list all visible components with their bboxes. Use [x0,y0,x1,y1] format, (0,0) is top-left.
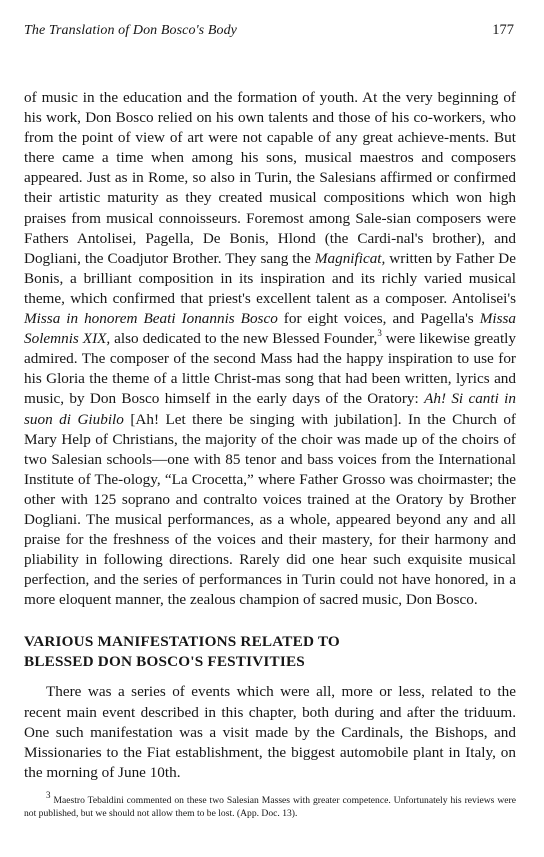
section-heading-line-1: VARIOUS MANIFESTATIONS RELATED TO [24,633,340,651]
footnote-text: Maestro Tebaldini commented on these two Salesian Masses with greater competence. Unfortunately his reviews were not published, but we should not allow them to be lost. (App. Doc. 13). [24,794,516,819]
section-heading [24,632,516,672]
title-missa-solemnis: Missa Solemnis XIX, [24,310,516,348]
body-text [24,88,516,783]
footnote-reference[interactable]: 3 [377,328,382,339]
title-missa-antolisei: Missa in honorem Beati Ionannis Bosco [24,310,278,328]
running-head [24,22,516,52]
book-page [24,22,516,820]
paragraph-text: also dedicated to the new Blessed Founder, [110,330,378,348]
paragraph-manifestations: There was a series of events which were all, more or less, related to the recent main event described in this chapter, both during and after the triduum. One such manifestation was a visit made by the Cardinals, the Bishops, and Missionaries to the Fiat establishment, the biggest automobile plant in Italy, on the morning of June 10th. [24,683,516,781]
paragraph-text: were likewise greatly admired. The composer of the second Mass had the happy inspiration to use for his Gloria the theme of a little Christ-mas song that had been written, lyrics and music, by Don Bosco himself in the early days of the Oratory: [24,330,516,408]
paragraph-music [24,88,516,610]
title-song: Ah! Si canti in suon di Giubilo [24,390,516,428]
running-head-title: The Translation of Don Bosco's Body [24,23,238,38]
footnote-marker: 3 [46,789,51,800]
paragraph-text: of music in the education and the formation of youth. At the very beginning of his work, Don Bosco relied on his own talents and those of his co-workers, who from the point of view of art were not capable of any great achieve-ments. But there came a time when among his sons, musical maestros and composers appeared. Just as in Rome, so also in Turin, the Salesians affirmed or confirmed their artistic maturity as they created musical compositions which won high praises from musical connoisseurs. Foremost among Sale-sian composers were Fathers Antolisei, Pagella, De Bonis, Hlond (the Cardi-nal's brother), and Dogliani, the Coadjutor Brother. They sang the [24,89,516,267]
page-number: 177 [492,22,514,38]
paragraph-text: [Ah! Let there be singing with jubilation]. In the Church of Mary Help of Christians, the majority of the choir was made up of the choirs of two Salesian schools—one with 85 tenor and bass voices from the International Institute of The-ology, “La Crocetta,” where Father Grosso was choirmaster; the other with 125 soprano and contralto voices trained at the Oratory by Brother Dogliani. The musical performances, as a whole, appeared beyond any and all praise for the freshness of the voices and their mastery, for their harmony and pliability in following directions. Rarely did one hear such exquisite musical perfection, and the series of performances in Turin could not have honored, in a more eloquent manner, the zealous champion of sacred music, Don Bosco. [24,410,516,609]
footnote [24,789,516,820]
paragraph-text: written by Father De Bonis, a brilliant composition in its inspiration and its richly varied musical theme, which confirmed that priest's excellent talent as a composer. Antolisei's [24,249,516,307]
title-magnificat: Magnificat, [314,249,386,267]
section-heading-line-2: BLESSED DON BOSCO'S FESTIVITIES [24,653,305,671]
paragraph-text: for eight voices, and Pagella's [277,310,480,328]
